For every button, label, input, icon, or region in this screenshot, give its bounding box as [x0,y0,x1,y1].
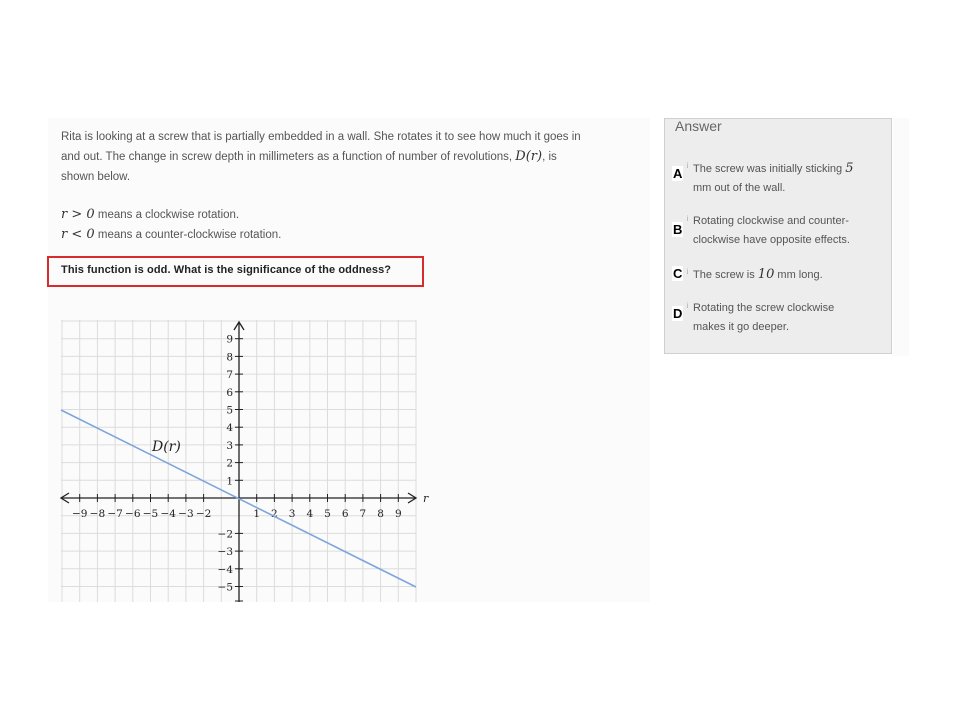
y-tick-label: −5 [217,581,233,594]
y-tick-label: −3 [217,546,233,559]
option-d-letter: D [673,306,683,321]
option-c-text-2: mm long. [774,269,823,281]
option-c-letter: C [673,266,683,281]
x-tick-label: 6 [341,508,349,520]
option-c-radio-icon[interactable]: ʲ [687,267,689,277]
answer-title: Answer [675,118,722,134]
option-d-text: Rotating the screw clockwise [693,302,835,314]
x-tick-label: −3 [178,508,194,520]
option-a-math: 5 [845,161,854,176]
x-tick-label: 8 [377,508,384,520]
question-prompt: This function is odd. What is the significance of the oddness? [61,264,392,276]
option-a-text: The screw was initially sticking [693,163,846,175]
function-label: D(r) [152,439,181,455]
y-tick-label: 2 [226,457,233,470]
option-a[interactable] [693,159,883,198]
y-tick-label: 8 [226,351,233,364]
x-tick-label: −2 [195,508,212,520]
y-tick-label: 7 [226,369,233,382]
x-tick-label: 1 [253,508,261,520]
option-b-text: Rotating clockwise and counter- [693,215,849,227]
option-a-letter: A [673,166,683,181]
y-tick-label: 6 [226,386,233,399]
y-tick-label: 3 [226,439,233,452]
option-b-text-2: clockwise have opposite effects. [693,234,850,246]
condition-clockwise-math: r > 0 [61,207,95,222]
option-d-text-2: makes it go deeper. [693,321,790,333]
y-tick-label: −4 [217,563,233,576]
y-tick-label: −2 [217,528,233,541]
x-tick-label: 7 [359,508,367,520]
x-tick-label: 5 [324,508,331,520]
condition-counter-clockwise-text: means a counter-clockwise rotation. [97,229,282,241]
x-tick-label: −7 [107,508,123,520]
option-d[interactable] [693,299,883,337]
question-line-1: Rita is looking at a screw that is partially embedded in a wall. She rotates it to see how much it goes in [61,131,581,143]
blank-area [652,356,909,602]
question-line-2-tail: , is [542,151,557,163]
r-axis-label: r [423,492,429,505]
option-b-radio-icon[interactable]: ʲ [687,214,689,224]
x-tick-label: 4 [306,508,314,520]
option-a-radio-icon[interactable]: ʲ [687,161,689,171]
x-tick-label: 9 [394,508,402,520]
x-tick-label: −8 [89,508,106,520]
question-line-3: shown below. [61,171,131,183]
option-c-math: 10 [757,267,775,282]
x-tick-label: −9 [71,508,88,520]
x-tick-label: −4 [160,508,176,520]
x-tick-label: −5 [142,508,159,520]
y-tick-label: 4 [226,422,233,435]
option-d-radio-icon[interactable]: ʲ [687,301,689,311]
option-a-text-2: mm out of the wall. [693,182,786,194]
option-b-letter: B [673,222,683,237]
function-name-inline: D(r) [515,149,543,164]
y-tick-label: 1 [226,475,233,488]
y-tick-label: 5 [226,404,233,417]
condition-counter-clockwise-math: r < 0 [61,227,95,242]
y-tick-label: 9 [226,333,233,346]
option-b[interactable] [693,212,883,250]
question-line-2-text: and out. The change in screw depth in millimeters as a function of number of revolutions, [61,151,513,163]
x-tick-label: 2 [271,508,278,520]
option-c-text: The screw is [693,269,758,281]
x-tick-label: −6 [125,508,141,520]
x-tick-label: 3 [288,508,296,520]
condition-clockwise-text: means a clockwise rotation. [97,209,240,221]
option-c[interactable] [693,265,883,285]
